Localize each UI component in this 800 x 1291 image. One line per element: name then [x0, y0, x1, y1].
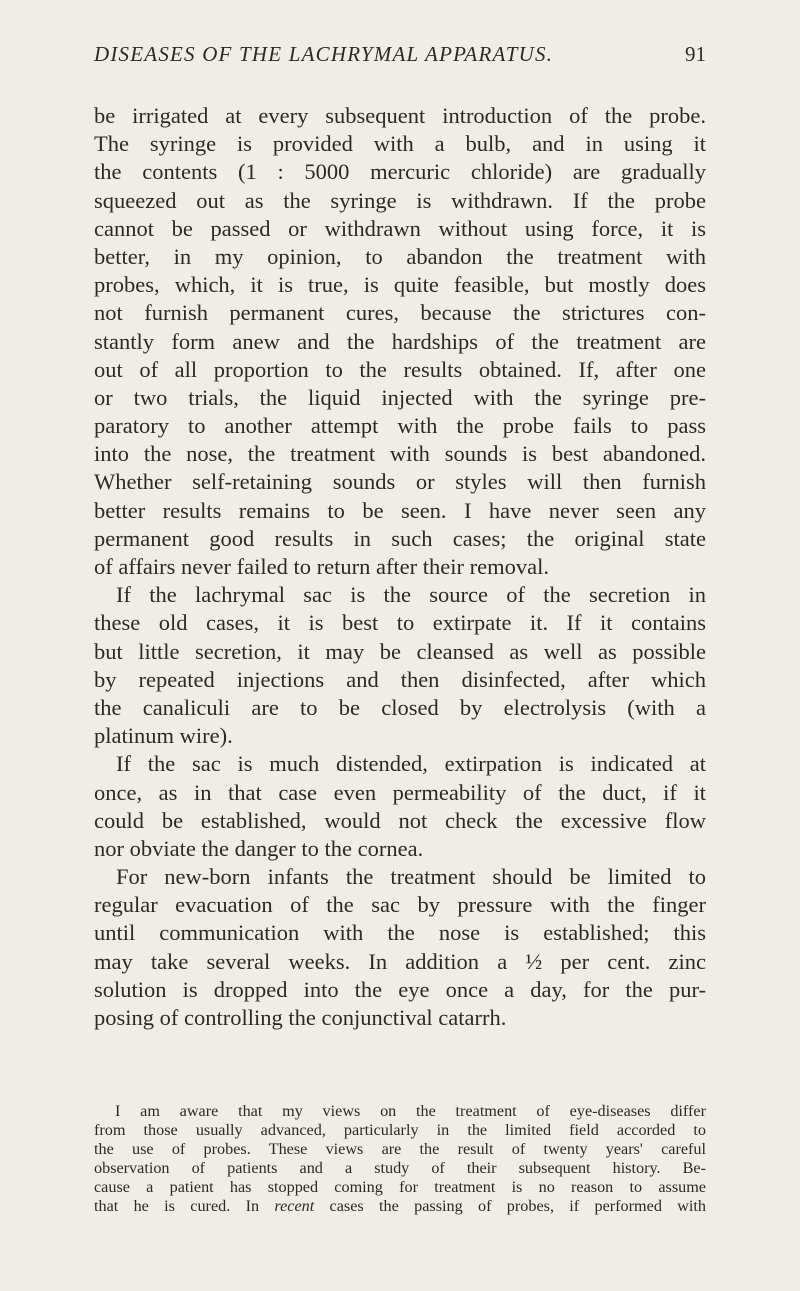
footnote-text: that he is cured. In [94, 1197, 275, 1216]
running-title: DISEASES OF THE LACHRYMAL APPARATUS. [94, 42, 554, 66]
text-line: the canaliculi are to be closed by electrolysis (with a [94, 694, 706, 720]
text-line: but little secretion, it may be cleansed as well as possible [94, 638, 706, 664]
text-line: these old cases, it is best to extirpate it. If it contains [94, 610, 706, 636]
text-line: permanent good results in such cases; the original state [94, 525, 706, 551]
text-line: be irrigated at every subsequent introduction of the probe. [94, 103, 706, 128]
footnote-line [94, 1121, 706, 1140]
text-line: better, in my opinion, to abandon the treatment with [94, 243, 706, 269]
footnote-emphasis: recent [274, 1197, 315, 1216]
footnote-text: cases the passing of probes, if performed with [314, 1197, 706, 1216]
text-line: stantly form anew and the hardships of the treatment are [94, 328, 706, 354]
text-line: The syringe is provided with a bulb, and in using it [94, 131, 706, 157]
text-line: the contents (1 : 5000 mercuric chloride) are gradually [94, 159, 706, 185]
text-line: out of all proportion to the results obtained. If, after one [94, 356, 706, 382]
text-line: into the nose, the treatment with sounds is best abandoned. [94, 441, 706, 467]
text-line: If the lachrymal sac is the source of the secretion in [116, 582, 706, 608]
footnote [94, 1102, 706, 1217]
text-line: once, as in that case even permeability of the duct, if it [94, 779, 706, 805]
footnote-line [94, 1178, 706, 1197]
text-line: Whether self-retaining sounds or styles will then furnish [94, 469, 706, 495]
text-line: platinum wire). [94, 723, 233, 749]
footnote-line [94, 1102, 706, 1121]
text-line: regular evacuation of the sac by pressure with the finger [94, 892, 706, 918]
footnote-text: observation of patients and a study of their subsequent history. Be- [94, 1159, 706, 1178]
text-line: better results remains to be seen. I have never seen any [94, 497, 706, 523]
text-line: of affairs never failed to return after their removal. [94, 554, 549, 579]
text-line: probes, which, it is true, is quite feasible, but mostly does [94, 272, 706, 298]
text-line: For new-born infants the treatment should be limited to [116, 864, 706, 890]
text-line: squeezed out as the syringe is withdrawn. If the probe [94, 187, 706, 213]
text-line: not furnish permanent cures, because the strictures con- [94, 300, 706, 326]
page-number: 91 [685, 42, 706, 66]
text-line: nor obviate the danger to the cornea. [94, 835, 424, 861]
text-line: cannot be passed or withdrawn without using force, it is [94, 215, 706, 241]
footnote-line [94, 1159, 706, 1178]
footnote-text: cause a patient has stopped coming for treatment is no reason to assume [94, 1178, 706, 1197]
text-line: until communication with the nose is established; this [94, 920, 706, 946]
text-line: posing of controlling the conjunctival catarrh. [94, 1005, 507, 1030]
body-text [94, 102, 706, 1032]
footnote-line [94, 1140, 706, 1159]
running-head [94, 42, 706, 76]
text-line: paratory to another attempt with the probe fails to pass [94, 413, 706, 439]
text-line: may take several weeks. In addition a ½ per cent. zinc [94, 948, 706, 974]
text-line: or two trials, the liquid injected with the syringe pre- [94, 384, 706, 410]
footnote-line [94, 1197, 706, 1216]
text-line: by repeated injections and then disinfected, after which [94, 666, 706, 692]
text-line: could be established, would not check the excessive flow [94, 807, 706, 833]
text-line: solution is dropped into the eye once a day, for the pur- [94, 976, 706, 1002]
text-line: If the sac is much distended, extirpation is indicated at [116, 751, 706, 777]
footnote-text: I am aware that my views on the treatment of eye-diseases differ [115, 1102, 706, 1120]
footnote-text: from those usually advanced, particularly in the limited field accorded to [94, 1121, 706, 1140]
footnote-text: the use of probes. These views are the result of twenty years' careful [94, 1140, 706, 1159]
